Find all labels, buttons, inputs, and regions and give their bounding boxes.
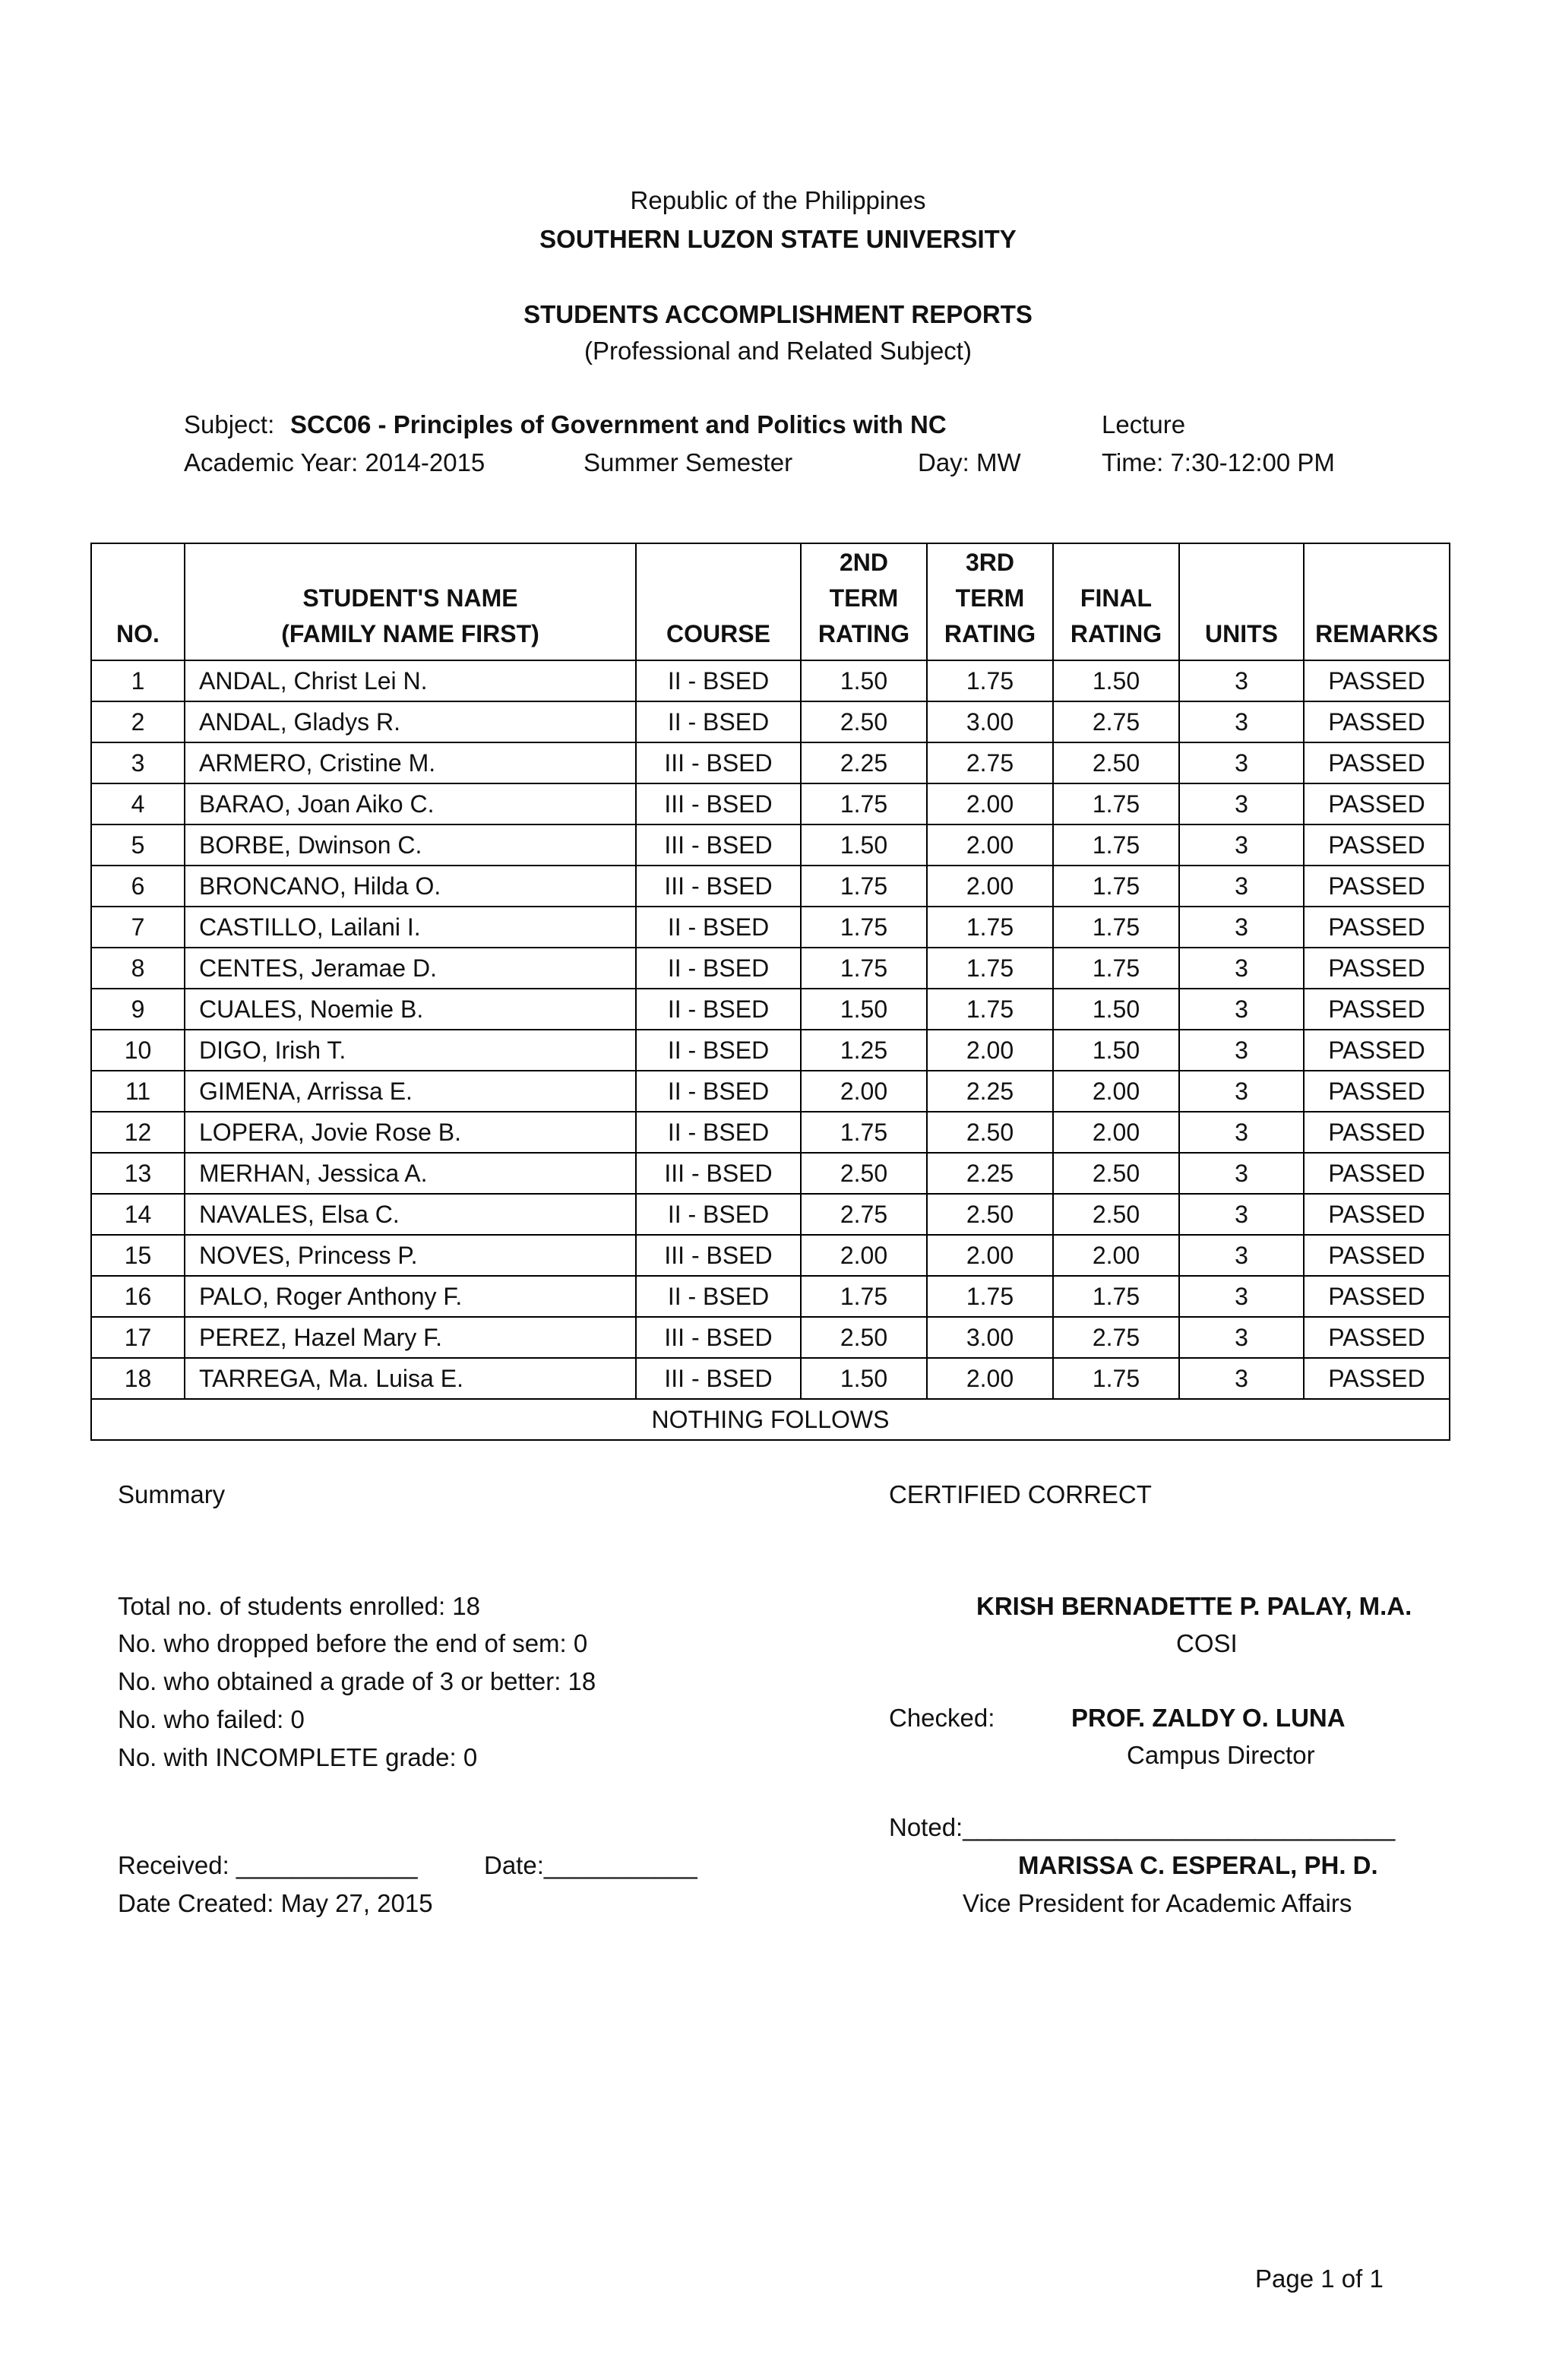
table-row [91, 742, 1450, 783]
grades-table [90, 543, 1450, 1441]
cell-final-rating: 1.50 [1053, 660, 1179, 701]
cell-remarks: PASSED [1304, 1030, 1450, 1071]
cell-name: DIGO, Irish T. [185, 1030, 636, 1071]
cell-2nd-rating: 1.75 [801, 1112, 927, 1153]
country-line: Republic of the Philippines [630, 186, 926, 214]
cell-3rd-rating: 2.00 [927, 1358, 1053, 1399]
summary-dropped: No. who dropped before the end of sem: 0 [118, 1629, 588, 1657]
checked-label: Checked: [889, 1704, 995, 1732]
table-row [91, 866, 1450, 907]
cell-remarks: PASSED [1304, 824, 1450, 866]
cell-remarks: PASSED [1304, 1194, 1450, 1235]
cell-name: BARAO, Joan Aiko C. [185, 783, 636, 824]
summary-title: Summary [118, 1480, 226, 1508]
cell-course: III - BSED [636, 783, 801, 824]
table-footer-row [91, 1399, 1450, 1440]
cell-units: 3 [1179, 907, 1304, 948]
class-time: Time: 7:30-12:00 PM [1102, 448, 1335, 476]
cell-units: 3 [1179, 783, 1304, 824]
cell-name: CASTILLO, Lailani I. [185, 907, 636, 948]
cell-units: 3 [1179, 742, 1304, 783]
cell-final-rating: 2.00 [1053, 1112, 1179, 1153]
cell-no: 15 [91, 1235, 185, 1276]
cell-units: 3 [1179, 989, 1304, 1030]
header-final-rating: FINAL RATING [1053, 543, 1179, 660]
cell-course: II - BSED [636, 1194, 801, 1235]
received-field: Received: _____________ [118, 1851, 418, 1879]
cell-course: II - BSED [636, 1112, 801, 1153]
table-row [91, 907, 1450, 948]
cell-units: 3 [1179, 824, 1304, 866]
cell-final-rating: 1.75 [1053, 948, 1179, 989]
summary-grade3: No. who obtained a grade of 3 or better: 18 [118, 1667, 596, 1695]
cell-units: 3 [1179, 1030, 1304, 1071]
cell-remarks: PASSED [1304, 701, 1450, 742]
cell-no: 8 [91, 948, 185, 989]
cell-2nd-rating: 1.75 [801, 948, 927, 989]
cell-2nd-rating: 2.50 [801, 1317, 927, 1358]
cell-name: BORBE, Dwinson C. [185, 824, 636, 866]
cell-course: III - BSED [636, 1317, 801, 1358]
cell-course: III - BSED [636, 1358, 801, 1399]
table-row [91, 824, 1450, 866]
signer-vpaa-name: MARISSA C. ESPERAL, PH. D. [1018, 1851, 1378, 1879]
date-created: Date Created: May 27, 2015 [118, 1889, 433, 1917]
university-name: SOUTHERN LUZON STATE UNIVERSITY [539, 225, 1017, 253]
cell-final-rating: 2.75 [1053, 701, 1179, 742]
table-row [91, 948, 1450, 989]
signer-cosi-role: COSI [1176, 1629, 1238, 1657]
semester: Summer Semester [584, 448, 793, 476]
cell-name: NAVALES, Elsa C. [185, 1194, 636, 1235]
table-row [91, 1358, 1450, 1399]
cell-course: III - BSED [636, 742, 801, 783]
header-2nd-term: 2ND TERM RATING [801, 543, 927, 660]
summary-enrolled: Total no. of students enrolled: 18 [118, 1592, 480, 1620]
table-row [91, 1276, 1450, 1317]
header-3rd-term: 3RD TERM RATING [927, 543, 1053, 660]
cell-3rd-rating: 1.75 [927, 660, 1053, 701]
cell-name: CUALES, Noemie B. [185, 989, 636, 1030]
cell-3rd-rating: 2.50 [927, 1112, 1053, 1153]
cell-name: CENTES, Jeramae D. [185, 948, 636, 989]
header-remarks: REMARKS [1304, 543, 1450, 660]
cell-2nd-rating: 2.00 [801, 1071, 927, 1112]
cell-course: III - BSED [636, 1235, 801, 1276]
cell-3rd-rating: 2.25 [927, 1071, 1053, 1112]
cell-remarks: PASSED [1304, 907, 1450, 948]
cell-remarks: PASSED [1304, 1235, 1450, 1276]
cell-final-rating: 1.75 [1053, 783, 1179, 824]
cell-final-rating: 2.75 [1053, 1317, 1179, 1358]
cell-final-rating: 1.50 [1053, 989, 1179, 1030]
table-row [91, 1153, 1450, 1194]
cell-no: 1 [91, 660, 185, 701]
cell-3rd-rating: 2.00 [927, 783, 1053, 824]
header-no: NO. [91, 543, 185, 660]
class-day: Day: MW [918, 448, 1021, 476]
cell-course: II - BSED [636, 1030, 801, 1071]
cell-3rd-rating: 1.75 [927, 1276, 1053, 1317]
cell-3rd-rating: 2.00 [927, 824, 1053, 866]
cell-course: III - BSED [636, 1153, 801, 1194]
nothing-follows: NOTHING FOLLOWS [91, 1399, 1450, 1440]
cell-2nd-rating: 1.75 [801, 1276, 927, 1317]
cell-3rd-rating: 2.75 [927, 742, 1053, 783]
table-row [91, 1235, 1450, 1276]
cell-final-rating: 2.00 [1053, 1235, 1179, 1276]
signer-cosi-name: KRISH BERNADETTE P. PALAY, M.A. [976, 1592, 1412, 1620]
cell-no: 9 [91, 989, 185, 1030]
table-row [91, 1071, 1450, 1112]
cell-remarks: PASSED [1304, 1276, 1450, 1317]
page-number: Page 1 of 1 [1255, 2264, 1384, 2293]
cell-name: LOPERA, Jovie Rose B. [185, 1112, 636, 1153]
cell-3rd-rating: 1.75 [927, 907, 1053, 948]
cell-name: GIMENA, Arrissa E. [185, 1071, 636, 1112]
cell-units: 3 [1179, 1112, 1304, 1153]
cell-course: II - BSED [636, 948, 801, 989]
report-subtitle: (Professional and Related Subject) [584, 337, 972, 365]
cell-2nd-rating: 1.75 [801, 783, 927, 824]
cell-units: 3 [1179, 1153, 1304, 1194]
cell-no: 3 [91, 742, 185, 783]
cell-remarks: PASSED [1304, 783, 1450, 824]
cell-3rd-rating: 3.00 [927, 701, 1053, 742]
cell-final-rating: 2.00 [1053, 1071, 1179, 1112]
signer-director-role: Campus Director [1127, 1741, 1315, 1769]
cell-2nd-rating: 2.50 [801, 1153, 927, 1194]
cell-no: 18 [91, 1358, 185, 1399]
cell-remarks: PASSED [1304, 1112, 1450, 1153]
cell-name: MERHAN, Jessica A. [185, 1153, 636, 1194]
cell-name: ANDAL, Gladys R. [185, 701, 636, 742]
cell-2nd-rating: 1.25 [801, 1030, 927, 1071]
cell-final-rating: 1.75 [1053, 866, 1179, 907]
cell-2nd-rating: 2.50 [801, 701, 927, 742]
academic-year: Academic Year: 2014-2015 [184, 448, 485, 476]
cell-2nd-rating: 1.75 [801, 907, 927, 948]
cell-course: II - BSED [636, 1071, 801, 1112]
class-type: Lecture [1102, 410, 1186, 438]
cell-course: II - BSED [636, 701, 801, 742]
cell-final-rating: 1.75 [1053, 1276, 1179, 1317]
cell-course: II - BSED [636, 660, 801, 701]
cell-remarks: PASSED [1304, 989, 1450, 1030]
cell-course: II - BSED [636, 1276, 801, 1317]
cell-units: 3 [1179, 660, 1304, 701]
cell-final-rating: 2.50 [1053, 742, 1179, 783]
cell-2nd-rating: 2.25 [801, 742, 927, 783]
summary-incomplete: No. with INCOMPLETE grade: 0 [118, 1743, 478, 1771]
cell-3rd-rating: 1.75 [927, 948, 1053, 989]
cell-no: 14 [91, 1194, 185, 1235]
cell-no: 13 [91, 1153, 185, 1194]
table-row [91, 701, 1450, 742]
cell-remarks: PASSED [1304, 660, 1450, 701]
cell-units: 3 [1179, 948, 1304, 989]
cell-3rd-rating: 1.75 [927, 989, 1053, 1030]
signer-director-name: PROF. ZALDY O. LUNA [1071, 1704, 1346, 1732]
table-row [91, 1112, 1450, 1153]
cell-name: ANDAL, Christ Lei N. [185, 660, 636, 701]
cell-units: 3 [1179, 866, 1304, 907]
table-header-row [91, 543, 1450, 660]
table-row [91, 1194, 1450, 1235]
cell-remarks: PASSED [1304, 1153, 1450, 1194]
cell-remarks: PASSED [1304, 948, 1450, 989]
cell-course: II - BSED [636, 989, 801, 1030]
cell-final-rating: 2.50 [1053, 1153, 1179, 1194]
table-row [91, 660, 1450, 701]
cell-2nd-rating: 1.50 [801, 660, 927, 701]
cell-3rd-rating: 3.00 [927, 1317, 1053, 1358]
cell-units: 3 [1179, 1276, 1304, 1317]
cell-units: 3 [1179, 1358, 1304, 1399]
cell-3rd-rating: 2.00 [927, 1030, 1053, 1071]
cell-no: 16 [91, 1276, 185, 1317]
cell-no: 10 [91, 1030, 185, 1071]
cell-no: 7 [91, 907, 185, 948]
cell-no: 2 [91, 701, 185, 742]
cell-2nd-rating: 1.50 [801, 1358, 927, 1399]
cell-no: 17 [91, 1317, 185, 1358]
table-row [91, 783, 1450, 824]
cell-final-rating: 2.50 [1053, 1194, 1179, 1235]
cell-name: NOVES, Princess P. [185, 1235, 636, 1276]
header-course: COURSE [636, 543, 801, 660]
cell-remarks: PASSED [1304, 1071, 1450, 1112]
cell-remarks: PASSED [1304, 1358, 1450, 1399]
table-row [91, 989, 1450, 1030]
header-student-name: STUDENT'S NAME (FAMILY NAME FIRST) [185, 543, 636, 660]
subject-label: Subject: [184, 410, 275, 438]
signer-vpaa-role: Vice President for Academic Affairs [963, 1889, 1352, 1917]
subject-value: SCC06 - Principles of Government and Politics with NC [290, 410, 947, 438]
certified-correct: CERTIFIED CORRECT [889, 1480, 1152, 1508]
cell-3rd-rating: 2.50 [927, 1194, 1053, 1235]
table-row [91, 1030, 1450, 1071]
cell-remarks: PASSED [1304, 742, 1450, 783]
cell-name: ARMERO, Cristine M. [185, 742, 636, 783]
cell-no: 4 [91, 783, 185, 824]
cell-units: 3 [1179, 701, 1304, 742]
cell-units: 3 [1179, 1235, 1304, 1276]
cell-course: III - BSED [636, 824, 801, 866]
cell-final-rating: 1.75 [1053, 824, 1179, 866]
cell-name: TARREGA, Ma. Luisa E. [185, 1358, 636, 1399]
cell-remarks: PASSED [1304, 866, 1450, 907]
cell-final-rating: 1.75 [1053, 907, 1179, 948]
header-units: UNITS [1179, 543, 1304, 660]
cell-no: 11 [91, 1071, 185, 1112]
cell-2nd-rating: 2.00 [801, 1235, 927, 1276]
cell-course: III - BSED [636, 866, 801, 907]
cell-name: BRONCANO, Hilda O. [185, 866, 636, 907]
cell-2nd-rating: 1.50 [801, 824, 927, 866]
cell-remarks: PASSED [1304, 1317, 1450, 1358]
cell-name: PALO, Roger Anthony F. [185, 1276, 636, 1317]
cell-3rd-rating: 2.00 [927, 866, 1053, 907]
cell-final-rating: 1.50 [1053, 1030, 1179, 1071]
cell-units: 3 [1179, 1317, 1304, 1358]
cell-final-rating: 1.75 [1053, 1358, 1179, 1399]
cell-units: 3 [1179, 1194, 1304, 1235]
cell-3rd-rating: 2.25 [927, 1153, 1053, 1194]
cell-2nd-rating: 1.50 [801, 989, 927, 1030]
cell-3rd-rating: 2.00 [927, 1235, 1053, 1276]
cell-2nd-rating: 1.75 [801, 866, 927, 907]
cell-course: II - BSED [636, 907, 801, 948]
cell-no: 5 [91, 824, 185, 866]
cell-name: PEREZ, Hazel Mary F. [185, 1317, 636, 1358]
table-row [91, 1317, 1450, 1358]
summary-failed: No. who failed: 0 [118, 1705, 305, 1733]
date-field: Date:___________ [484, 1851, 697, 1879]
cell-no: 6 [91, 866, 185, 907]
cell-no: 12 [91, 1112, 185, 1153]
report-title: STUDENTS ACCOMPLISHMENT REPORTS [523, 300, 1033, 328]
cell-units: 3 [1179, 1071, 1304, 1112]
cell-2nd-rating: 2.75 [801, 1194, 927, 1235]
noted-label: Noted:_______________________________ [889, 1813, 1396, 1841]
